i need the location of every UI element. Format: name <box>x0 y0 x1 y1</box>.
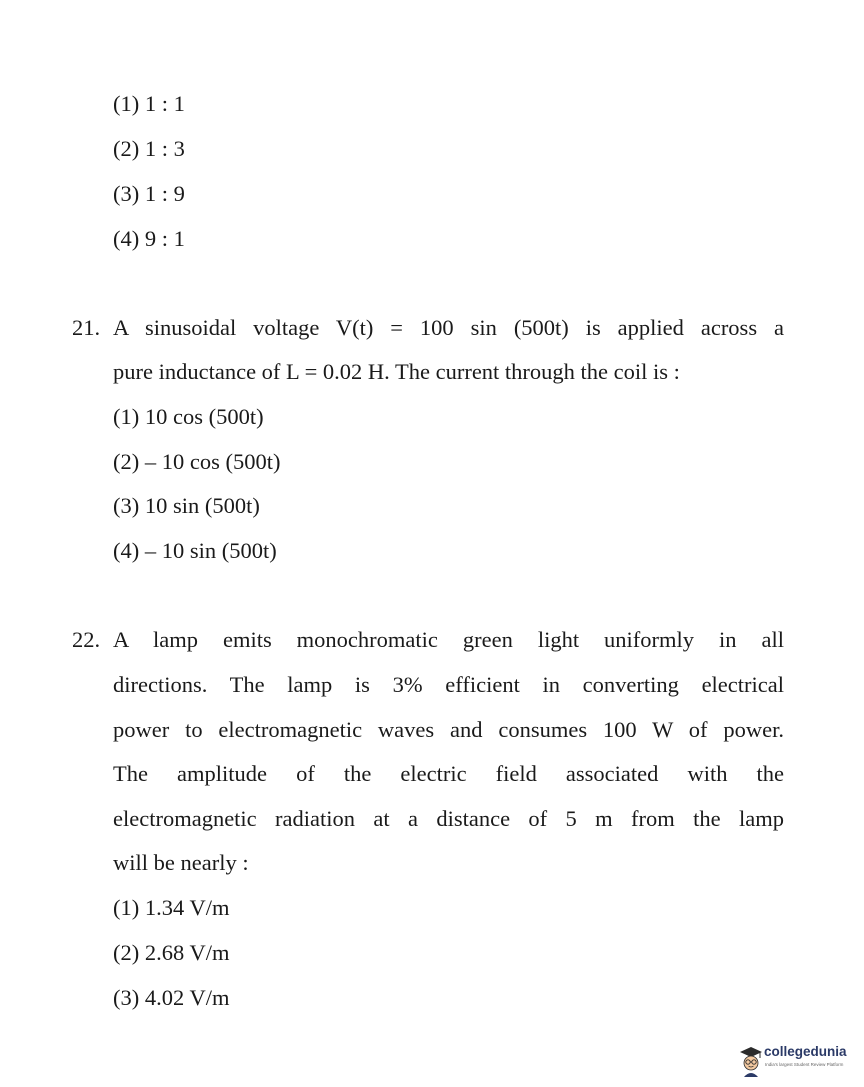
logo-wordmark: collegedunia <box>764 1044 847 1059</box>
question-22-line-2: directions. The lamp is 3% efficient in converting electrical <box>113 672 784 697</box>
prev-option-2: (2) 1 : 3 <box>113 136 185 161</box>
question-22-option-2: (2) 2.68 V/m <box>113 940 230 965</box>
question-21-line-1: A sinusoidal voltage V(t) = 100 sin (500t) is applied across a <box>113 315 784 340</box>
question-21-option-3: (3) 10 sin (500t) <box>113 493 260 518</box>
question-21-option-1: (1) 10 cos (500t) <box>113 404 264 429</box>
question-21-option-2: (2) – 10 cos (500t) <box>113 449 281 474</box>
question-22-line-1: A lamp emits monochromatic green light uniformly in all <box>113 627 784 652</box>
prev-option-1: (1) 1 : 1 <box>113 91 185 116</box>
question-21-line-2: pure inductance of L = 0.02 H. The current through the coil is : <box>113 359 680 384</box>
collegedunia-logo <box>738 1042 858 1078</box>
question-22-line-4: The amplitude of the electric field associated with the <box>113 761 784 786</box>
logo-tagline: India's largest Student Review Platform <box>765 1062 844 1067</box>
prev-option-3: (3) 1 : 9 <box>113 181 185 206</box>
graduate-mascot-icon <box>738 1044 764 1078</box>
question-21-number: 21. <box>72 315 101 340</box>
question-22-option-1: (1) 1.34 V/m <box>113 895 230 920</box>
question-22-line-5: electromagnetic radiation at a distance of 5 m from the lamp <box>113 806 784 831</box>
question-22-number: 22. <box>72 627 101 652</box>
question-21-option-4: (4) – 10 sin (500t) <box>113 538 277 563</box>
question-22-option-3: (3) 4.02 V/m <box>113 985 230 1010</box>
prev-option-4: (4) 9 : 1 <box>113 226 185 251</box>
question-22-line-3: power to electromagnetic waves and consumes 100 W of power. <box>113 717 784 742</box>
question-22-line-6: will be nearly : <box>113 850 249 875</box>
